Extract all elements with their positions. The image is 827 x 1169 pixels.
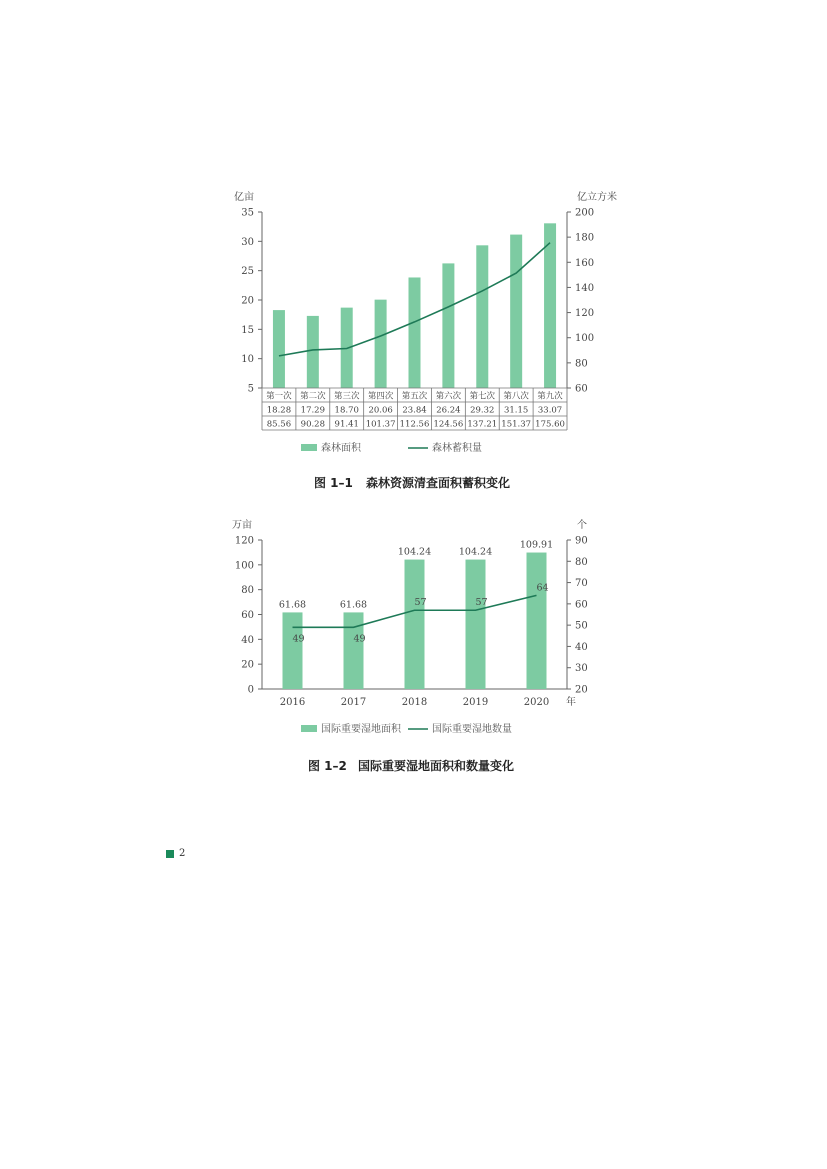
year-label: 2017 [340,697,367,708]
figure-number: 图 1–2 [308,759,347,773]
category-label: 第二次 [300,391,326,402]
figure-title: 森林资源清查面积蓄积变化 [366,476,511,490]
wetland-area-label: 109.91 [519,539,554,551]
left-tick-label: 10 [241,354,254,366]
category-label: 第三次 [333,391,360,402]
wetland-count-label: 64 [536,582,549,594]
forest-area-value: 33.07 [537,405,563,416]
page-number-text: 2 [179,848,186,859]
left-tick-label: 15 [241,324,254,336]
legend-bar-swatch [301,725,317,732]
forest-area-value: 23.84 [402,405,427,416]
left-tick-label: 80 [241,585,254,597]
wetland-count-label: 57 [414,597,427,609]
wetland-area-bar [466,560,486,689]
forest-area-value: 18.70 [334,405,359,416]
wetland-count-label: 49 [353,633,366,645]
left-tick-label: 120 [234,535,254,547]
wetland-area-bar [405,560,425,689]
right-axis-title: 个 [577,520,587,531]
right-tick-label: 60 [575,383,588,395]
forest-area-value: 18.28 [266,405,292,416]
left-tick-label: 30 [241,236,254,248]
category-label: 第五次 [401,391,428,402]
forest-volume-value: 90.28 [300,419,326,430]
right-tick-label: 200 [575,207,595,219]
right-tick-label: 90 [575,535,588,547]
right-tick-label: 40 [575,641,588,653]
right-tick-label: 140 [575,282,595,294]
wetland-count-label: 49 [292,633,305,645]
right-tick-label: 70 [575,578,588,590]
page-number [166,848,185,859]
right-tick-label: 180 [575,232,595,244]
left-tick-label: 20 [241,295,254,307]
year-label: 2018 [401,697,428,708]
forest-volume-value: 91.41 [334,419,359,430]
legend-bar-label: 国际重要湿地面积 [321,724,401,735]
year-label: 2016 [279,697,306,708]
right-tick-label: 20 [575,684,588,696]
figure-number: 图 1–1 [314,476,353,490]
category-label: 第六次 [435,391,462,402]
wetland-area-bar [283,612,303,689]
wetland-area-label: 61.68 [339,599,368,611]
forest-area-value: 20.06 [368,405,393,416]
left-tick-label: 25 [241,266,254,278]
year-label: 2019 [462,697,489,708]
right-tick-label: 60 [575,599,588,611]
category-label: 第八次 [503,391,529,402]
forest-area-value: 26.24 [436,405,461,416]
year-label: 2020 [523,697,550,708]
right-tick-label: 30 [575,663,588,675]
forest-area-value: 17.29 [300,405,326,416]
wetland-area-label: 104.24 [397,546,432,558]
legend-line-label: 森林蓄积量 [432,443,482,454]
wetland-area-bar [344,612,364,689]
left-axis-title: 万亩 [232,520,252,531]
page-mark-icon [166,850,174,858]
right-tick-label: 100 [575,333,595,345]
forest-volume-value: 137.21 [467,419,498,430]
forest-volume-value: 124.56 [433,419,464,430]
legend-line-label: 国际重要湿地数量 [432,724,512,735]
left-tick-label: 100 [234,560,254,572]
forest-volume-value: 112.56 [399,419,430,430]
right-tick-label: 160 [575,257,595,269]
right-tick-label: 50 [575,620,588,632]
category-label: 第七次 [469,391,496,402]
left-tick-label: 5 [247,383,254,395]
wetland-area-bar [527,553,547,689]
right-tick-label: 80 [575,556,588,568]
forest-volume-value: 175.60 [535,419,565,430]
forest-area-value: 31.15 [503,405,529,416]
left-tick-label: 40 [241,634,254,646]
category-label: 第九次 [537,391,563,402]
left-axis-title: 亿亩 [234,192,254,203]
wetland-area-label: 61.68 [278,599,307,611]
right-axis-title: 亿立方米 [577,192,617,203]
forest-volume-value: 85.56 [266,419,292,430]
left-tick-label: 0 [247,684,254,696]
left-tick-label: 35 [241,207,254,219]
left-tick-label: 60 [241,610,254,621]
x-axis-title: 年 [566,697,576,708]
wetland-count-label: 57 [475,597,488,609]
forest-volume-value: 101.37 [365,419,396,430]
figure-title: 国际重要湿地面积和数量变化 [358,759,515,773]
category-label: 第一次 [266,391,292,402]
wetland-area-label: 104.24 [458,546,493,558]
right-tick-label: 80 [575,358,588,370]
left-tick-label: 20 [241,659,254,671]
right-tick-label: 120 [575,308,595,320]
category-label: 第四次 [367,391,394,402]
legend-bar-label: 森林面积 [321,443,361,454]
forest-area-value: 29.32 [470,405,495,416]
forest-volume-value: 151.37 [501,419,532,430]
